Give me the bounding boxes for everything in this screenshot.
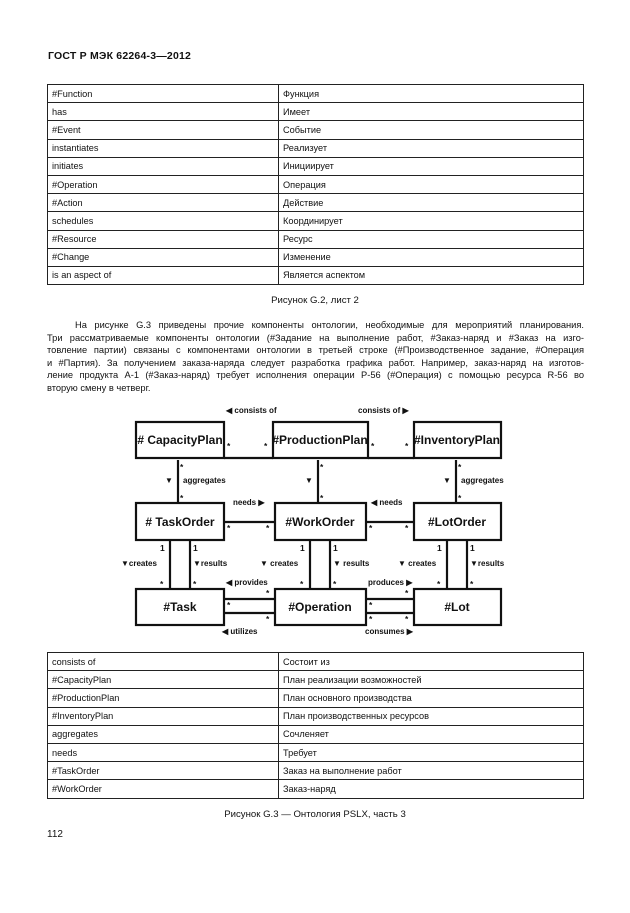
label-utilizes: ◀ utilizes [222, 627, 258, 636]
translation-cell: Операция [279, 175, 584, 193]
table-row [48, 689, 584, 707]
label-aggregates-left: aggregates [183, 476, 226, 485]
label-provides: ◀ provides [226, 578, 268, 587]
box-lot-label: #Lot [444, 600, 470, 614]
mult-many: * [458, 462, 462, 472]
mult-many: * [266, 614, 270, 624]
term-cell: #InventoryPlan [48, 707, 279, 725]
mult-many: * [160, 579, 164, 589]
mult-many: * [227, 600, 231, 610]
term-cell: #Event [48, 121, 279, 139]
box-work-order-label: #WorkOrder [285, 515, 355, 529]
box-task [136, 589, 224, 625]
mult-one: 1 [193, 543, 198, 553]
box-work-order [275, 503, 366, 540]
paragraph-line: товление партии) связаны с компонентами онтологии в третьей строке (#Производственное задание, #Операция [47, 345, 584, 356]
label-needs-right: ◀ needs [371, 498, 403, 507]
translation-cell: Состоит из [279, 653, 584, 671]
term-cell: needs [48, 743, 279, 761]
box-task-label: #Task [163, 600, 197, 614]
mult-many: * [300, 579, 304, 589]
label-creates-2: ▼ creates [260, 559, 299, 568]
mult-one: 1 [333, 543, 338, 553]
translation-cell: План производственных ресурсов [279, 707, 584, 725]
translation-cell: Реализует [279, 139, 584, 157]
mult-many: * [369, 600, 373, 610]
mult-many: * [405, 523, 409, 533]
translation-cell: Заказ на выполнение работ [279, 762, 584, 780]
term-cell: #Operation [48, 175, 279, 193]
box-inventory-plan-label: #InventoryPlan [413, 433, 501, 447]
mult-one: 1 [470, 543, 475, 553]
paragraph-line: и #Партия). За получением заказа-наряда следует разработка графика работ. Например, заказ-наряд на изготов- [47, 357, 584, 368]
label-consists-of-left: ◀ consists of [226, 406, 277, 415]
mult-many: * [266, 588, 270, 598]
figure-caption-g2: Рисунок G.2, лист 2 [271, 295, 359, 306]
box-production-plan [272, 422, 368, 458]
mult-many: * [458, 493, 462, 503]
mult-many: * [320, 462, 324, 472]
translation-cell: Требует [279, 743, 584, 761]
term-cell: consists of [48, 653, 279, 671]
paragraph-line: На рисунке G.3 приведены прочие компоненты онтологии, необходимые для мероприятий планирования. [75, 320, 584, 330]
term-cell: instantiates [48, 139, 279, 157]
box-capacity-plan-label: # CapacityPlan [137, 433, 223, 447]
term-cell: schedules [48, 212, 279, 230]
mult-many: * [470, 579, 474, 589]
translation-cell: Функция [279, 85, 584, 103]
term-cell: is an aspect of [48, 266, 279, 284]
paragraph-line: ление продукта А-1 (#Заказ-наряд) требует исполнения операции Р-56 (#Операция) с помощью ресурса R-56 во [47, 370, 584, 381]
label-results-2: ▼ results [333, 559, 370, 568]
mult-many: * [405, 588, 409, 598]
box-inventory-plan [414, 422, 501, 458]
translation-cell: Событие [279, 121, 584, 139]
mult-many: * [264, 441, 268, 451]
mult-many: * [437, 579, 441, 589]
translation-cell: Сочленяет [279, 725, 584, 743]
label-creates-3: ▼ creates [398, 559, 437, 568]
paragraph-line: вторую смену в четверг. [47, 382, 151, 393]
term-cell: #WorkOrder [48, 780, 279, 798]
mult-many: * [227, 441, 231, 451]
label-results-1: ▼results [193, 559, 228, 568]
translation-cell: Является аспектом [279, 266, 584, 284]
mult-many: * [320, 493, 324, 503]
box-operation-label: #Operation [288, 600, 352, 614]
mult-one: 1 [300, 543, 305, 553]
figure-caption-g3: Рисунок G.3 — Онтология PSLX, часть 3 [224, 809, 406, 820]
mult-many: * [266, 523, 270, 533]
mult-many: * [369, 523, 373, 533]
table-row [48, 671, 584, 689]
paragraph-line: Три рассматриваемые компоненты онтологии (#Задание на выполнение работ, #Заказ-наряд и #Заказ на изго- [47, 332, 584, 343]
table-row [48, 743, 584, 761]
page-number: 112 [47, 829, 63, 840]
translation-cell: Координирует [279, 212, 584, 230]
term-cell: #TaskOrder [48, 762, 279, 780]
document-header: ГОСТ Р МЭК 62264-3—2012 [48, 50, 192, 62]
label-produces: produces ▶ [368, 578, 413, 587]
term-cell: initiates [48, 157, 279, 175]
mult-many: * [333, 579, 337, 589]
box-task-order [136, 503, 224, 540]
multiplicity-one-group [160, 543, 475, 553]
mult-many: * [180, 462, 184, 472]
box-capacity-plan [136, 422, 224, 458]
arrow-aggregates-mid-icon: ▼ [305, 476, 313, 485]
table-row [48, 780, 584, 798]
translation-cell: План основного производства [279, 689, 584, 707]
mult-many: * [405, 441, 409, 451]
term-cell: #CapacityPlan [48, 671, 279, 689]
label-consumes: consumes ▶ [365, 627, 413, 636]
term-cell: #Action [48, 194, 279, 212]
translation-cell: Имеет [279, 103, 584, 121]
label-needs-left: needs ▶ [233, 498, 265, 507]
table-row [48, 762, 584, 780]
translation-cell: Заказ-наряд [279, 780, 584, 798]
box-task-order-label: # TaskOrder [145, 515, 215, 529]
translation-cell: Изменение [279, 248, 584, 266]
box-production-plan-label: #ProductionPlan [272, 433, 368, 447]
box-operation [275, 589, 366, 625]
translation-cell: Инициирует [279, 157, 584, 175]
mult-many: * [369, 614, 373, 624]
label-results-3: ▼results [470, 559, 505, 568]
table-row [48, 653, 584, 671]
translation-cell: План реализации возможностей [279, 671, 584, 689]
translation-cell: Ресурс [279, 230, 584, 248]
arrow-aggregates-right-icon: ▼ [443, 476, 451, 485]
label-consists-of-right: consists of ▶ [358, 406, 409, 415]
table-row [48, 707, 584, 725]
term-cell: has [48, 103, 279, 121]
box-lot-order-label: #LotOrder [427, 515, 487, 529]
mult-many: * [371, 441, 375, 451]
arrow-aggregates-left-icon: ▼ [165, 476, 173, 485]
mult-many: * [227, 523, 231, 533]
term-cell: #Change [48, 248, 279, 266]
label-aggregates-right: aggregates [461, 476, 504, 485]
table-row [48, 725, 584, 743]
mult-many: * [193, 579, 197, 589]
mult-one: 1 [437, 543, 442, 553]
mult-many: * [180, 493, 184, 503]
term-cell: aggregates [48, 725, 279, 743]
mult-many: * [405, 614, 409, 624]
term-cell: #Resource [48, 230, 279, 248]
glossary-table-2 [47, 652, 584, 799]
mult-one: 1 [160, 543, 165, 553]
label-creates-1: ▼creates [121, 559, 157, 568]
term-cell: #Function [48, 85, 279, 103]
translation-cell: Действие [279, 194, 584, 212]
term-cell: #ProductionPlan [48, 689, 279, 707]
box-lot [414, 589, 501, 625]
box-lot-order [414, 503, 501, 540]
